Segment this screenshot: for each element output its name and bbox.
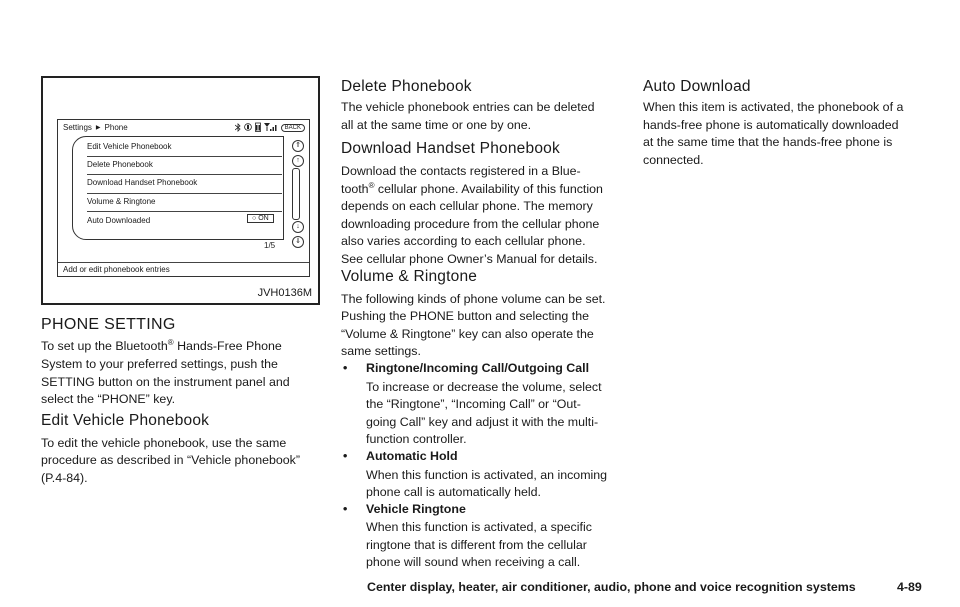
page-number: 4-89 [897,580,922,594]
auto-line-4: connected. [643,153,704,167]
bullet-text: ringtone that is different from the cellular [366,538,587,552]
menu-item-download-handset-phonebook[interactable]: Download Handset Phonebook [87,178,198,187]
bullet-title-ringtone: Ringtone/Incoming Call/Outgoing Call [366,361,590,375]
download-line-1: Download the contacts registered in a Blue- [341,164,581,178]
download-line-2: tooth® cellular phone. Availability of this function [341,180,603,196]
edit-line-1: To edit the vehicle phonebook, use the same [41,436,287,450]
volume-line-3: “Volume & Ringtone” key can also operate the [341,327,594,341]
delete-line-1: The vehicle phonebook entries can be deleted [341,100,595,114]
display-screen [57,119,310,277]
menu-list [72,136,284,240]
bullet-text: When this function is activated, a specific [366,520,592,534]
bullet-text: phone will sound when receiving a call. [366,555,581,569]
intro-line-4: select the “PHONE” key. [41,392,176,406]
figure-phone-settings [41,76,320,305]
scroll-up-icon[interactable]: ↑ [292,155,304,167]
heading-delete-phonebook: Delete Phonebook [341,78,472,95]
bullet-title-vehicle-ringtone: Vehicle Ringtone [366,502,466,516]
bullet-text: the “Ringtone”, “Incoming Call” or “Out- [366,397,581,411]
menu-item-volume-ringtone[interactable]: Volume & Ringtone [87,197,156,206]
intro-line-3: SETTING button on the instrument panel and [41,375,290,389]
edit-line-3: (P.4-84). [41,471,88,485]
volume-line-1: The following kinds of phone volume can be set. [341,292,606,306]
heading-download-handset-phonebook: Download Handset Phonebook [341,140,560,157]
menu-item-auto-downloaded[interactable] [87,216,282,225]
bullet-title-automatic-hold: Automatic Hold [366,449,458,463]
bullet-text: phone call is automatically held. [366,485,541,499]
edit-line-2: procedure as described in “Vehicle phonebook” [41,453,300,467]
download-line-3: depends on each cellular phone. The memory [341,199,593,213]
page-footer: Center display, heater, air conditioner, audio, phone and voice recognition systems [367,580,856,594]
figure-caption: JVH0136M [257,287,312,299]
bullet-icon: • [343,361,348,375]
status-text: Add or edit phonebook entries [63,265,170,274]
bluetooth-icon [235,123,241,134]
bullet-text: going Call” key and adjust it with the multi- [366,415,599,429]
volume-line-2: Pushing the PHONE button and selecting the [341,309,589,323]
menu-item-edit-vehicle-phonebook[interactable]: Edit Vehicle Phonebook [87,142,172,151]
heading-auto-download: Auto Download [643,78,751,95]
auto-line-3: at the same time that the hands-free phone is [643,135,893,149]
bullet-text: To increase or decrease the volume, select [366,380,602,394]
auto-line-2: hands-free phone is automatically downloaded [643,118,899,132]
status-icons [235,122,305,134]
bullet-text: When this function is activated, an incoming [366,468,608,482]
menu-item-label: Auto Downloaded [87,216,151,225]
scroll-top-icon[interactable]: ⇑ [292,140,304,152]
phone-icon [244,123,252,133]
menu-item-delete-phonebook[interactable]: Delete Phonebook [87,160,153,169]
delete-line-2: all at the same time or one by one. [341,118,532,132]
on-label: ON [258,215,269,222]
bullet-icon: • [343,502,348,516]
scroll-bottom-icon[interactable]: ⇓ [292,236,304,248]
intro-line-2: System to your preferred settings, push the [41,357,278,371]
auto-download-toggle[interactable] [247,214,274,223]
section-title-phone-setting: PHONE SETTING [41,316,176,333]
download-line-6: See cellular phone Owner’s Manual for details. [341,252,598,266]
download-line-4: downloading procedure from the cellular phone [341,217,600,231]
breadcrumb [63,123,128,132]
breadcrumb-arrow-icon: ▶ [95,125,101,131]
scrollbar[interactable] [292,168,300,220]
indicator-circle-icon: ○ [252,215,257,222]
auto-line-1: When this item is activated, the phonebook of a [643,100,904,114]
volume-line-4: same settings. [341,344,421,358]
battery-icon [255,122,261,134]
bullet-text: function controller. [366,432,467,446]
heading-volume-ringtone: Volume & Ringtone [341,268,478,285]
intro-line-1: To set up the Bluetooth® Hands-Free Phone [41,337,282,353]
page-indicator: 1/5 [264,241,276,250]
breadcrumb-current: Phone [104,123,128,132]
signal-icon [264,122,278,134]
breadcrumb-root: Settings [63,123,92,132]
heading-edit-vehicle-phonebook: Edit Vehicle Phonebook [41,412,210,429]
download-line-5: also varies according to each cellular phone. [341,234,586,248]
back-button[interactable]: BACK [281,124,305,132]
bullet-icon: • [343,449,348,463]
scroll-down-icon[interactable]: ↓ [292,221,304,233]
